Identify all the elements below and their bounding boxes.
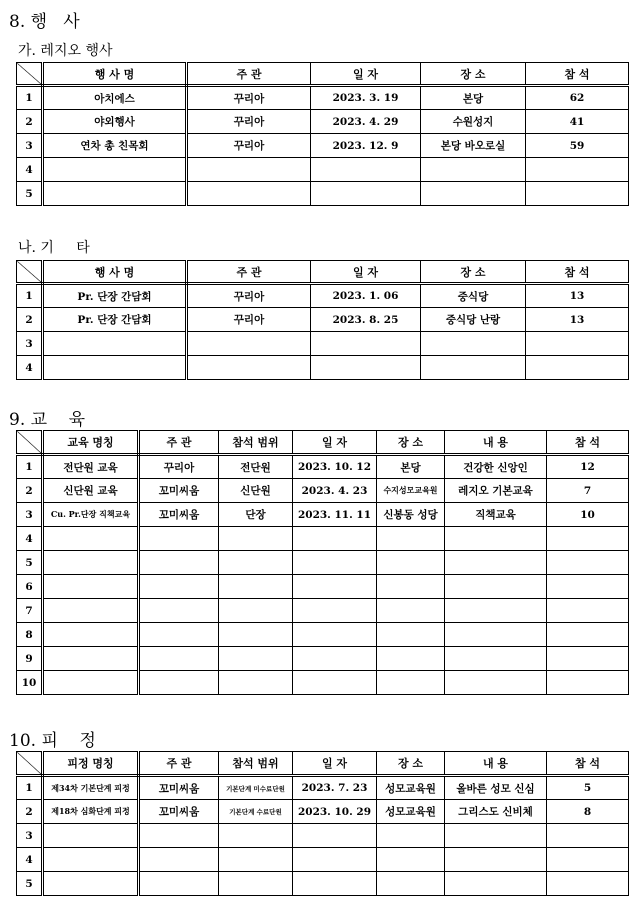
host — [139, 575, 219, 599]
table-row — [17, 332, 629, 356]
date — [293, 671, 377, 695]
content — [445, 623, 547, 647]
header-host: 주 관 — [139, 752, 219, 776]
attendance — [547, 599, 629, 623]
row-number: 7 — [17, 599, 43, 623]
host — [139, 551, 219, 575]
row-number: 1 — [17, 284, 43, 308]
retreat-name: 제18차 심화단계 피정 — [43, 800, 139, 824]
attendance — [547, 848, 629, 872]
content — [445, 599, 547, 623]
attendance — [526, 332, 629, 356]
table-row — [17, 284, 629, 308]
table-row — [17, 479, 629, 503]
header-scope: 참석 범위 — [219, 752, 293, 776]
scope: 신단원 — [219, 479, 293, 503]
attendance — [547, 647, 629, 671]
row-number: 5 — [17, 872, 43, 896]
row-number: 5 — [17, 182, 43, 206]
header-content: 내 용 — [445, 431, 547, 455]
table-row — [17, 551, 629, 575]
header-date: 일 자 — [311, 63, 421, 86]
table-row — [17, 776, 629, 800]
date: 2023. 12. 9 — [311, 134, 421, 158]
place — [377, 848, 445, 872]
place: 본당 — [377, 455, 445, 479]
attendance — [547, 872, 629, 896]
attendance: 41 — [526, 110, 629, 134]
row-number: 8 — [17, 623, 43, 647]
host — [139, 872, 219, 896]
host — [187, 158, 311, 182]
date — [293, 824, 377, 848]
scope — [219, 872, 293, 896]
header-place: 장 소 — [377, 431, 445, 455]
course-name — [43, 527, 139, 551]
attendance — [547, 551, 629, 575]
table-row — [17, 575, 629, 599]
header-place: 장 소 — [377, 752, 445, 776]
host: 꾸리아 — [187, 134, 311, 158]
date: 2023. 3. 19 — [311, 86, 421, 110]
date — [293, 527, 377, 551]
place — [421, 158, 526, 182]
table-row — [17, 623, 629, 647]
date: 2023. 4. 23 — [293, 479, 377, 503]
date — [293, 623, 377, 647]
host — [139, 599, 219, 623]
header-date: 일 자 — [293, 752, 377, 776]
content — [445, 848, 547, 872]
section-8b-title: 나. 기 타 — [18, 240, 90, 256]
table-row — [17, 800, 629, 824]
row-number: 4 — [17, 158, 43, 182]
scope — [219, 527, 293, 551]
row-number: 3 — [17, 824, 43, 848]
place — [421, 356, 526, 380]
content — [445, 671, 547, 695]
header-event-name: 행 사 명 — [43, 63, 187, 86]
table-row — [17, 872, 629, 896]
host: 꼬미씨움 — [139, 503, 219, 527]
row-number: 4 — [17, 848, 43, 872]
scope: 기본단계 수료단원 — [219, 800, 293, 824]
place — [377, 647, 445, 671]
place — [377, 527, 445, 551]
header-place: 장 소 — [421, 261, 526, 284]
header-course-name: 교육 명칭 — [43, 431, 139, 455]
attendance — [547, 527, 629, 551]
host — [139, 824, 219, 848]
legio-events-table — [16, 62, 629, 206]
row-number: 2 — [17, 800, 43, 824]
place — [377, 671, 445, 695]
host — [139, 623, 219, 647]
table-header-row — [17, 63, 629, 86]
row-number: 9 — [17, 647, 43, 671]
date — [293, 872, 377, 896]
host — [139, 671, 219, 695]
place: 본당 바오로실 — [421, 134, 526, 158]
header-diagonal-cell — [17, 261, 43, 284]
date — [293, 599, 377, 623]
table-row — [17, 671, 629, 695]
scope: 전단원 — [219, 455, 293, 479]
course-name — [43, 671, 139, 695]
table-header-row — [17, 752, 629, 776]
header-date: 일 자 — [311, 261, 421, 284]
event-name: Pr. 단장 간담회 — [43, 308, 187, 332]
row-number: 1 — [17, 455, 43, 479]
date — [293, 575, 377, 599]
host: 꾸리아 — [139, 455, 219, 479]
row-number: 2 — [17, 308, 43, 332]
table-header-row — [17, 261, 629, 284]
scope — [219, 551, 293, 575]
header-place: 장 소 — [421, 63, 526, 86]
place — [377, 599, 445, 623]
date: 2023. 4. 29 — [311, 110, 421, 134]
content — [445, 872, 547, 896]
row-number: 4 — [17, 356, 43, 380]
attendance: 59 — [526, 134, 629, 158]
scope — [219, 623, 293, 647]
table-row — [17, 110, 629, 134]
attendance — [547, 671, 629, 695]
row-number: 2 — [17, 479, 43, 503]
date: 2023. 11. 11 — [293, 503, 377, 527]
table-row — [17, 848, 629, 872]
scope: 단장 — [219, 503, 293, 527]
header-host: 주 관 — [139, 431, 219, 455]
course-name — [43, 551, 139, 575]
course-name — [43, 599, 139, 623]
host — [187, 182, 311, 206]
course-name: 전단원 교육 — [43, 455, 139, 479]
date: 2023. 1. 06 — [311, 284, 421, 308]
scope — [219, 647, 293, 671]
header-event-name: 행 사 명 — [43, 261, 187, 284]
event-name: 야외행사 — [43, 110, 187, 134]
header-retreat-name: 피정 명칭 — [43, 752, 139, 776]
host — [139, 848, 219, 872]
host — [139, 527, 219, 551]
header-diagonal-cell — [17, 63, 43, 86]
table-row — [17, 527, 629, 551]
attendance: 5 — [547, 776, 629, 800]
host: 꼬미씨움 — [139, 479, 219, 503]
attendance — [526, 182, 629, 206]
row-number: 6 — [17, 575, 43, 599]
table-row — [17, 158, 629, 182]
scope — [219, 671, 293, 695]
attendance: 13 — [526, 308, 629, 332]
place — [377, 551, 445, 575]
host: 꼬미씨움 — [139, 800, 219, 824]
host: 꾸리아 — [187, 284, 311, 308]
table-header-row — [17, 431, 629, 455]
place: 수지성모교육원 — [377, 479, 445, 503]
section-10-title: 10. 피 정 — [9, 731, 96, 751]
header-scope: 참석 범위 — [219, 431, 293, 455]
attendance — [547, 623, 629, 647]
place: 중식당 난랑 — [421, 308, 526, 332]
place — [377, 575, 445, 599]
date — [293, 647, 377, 671]
attendance: 7 — [547, 479, 629, 503]
date — [311, 332, 421, 356]
attendance: 12 — [547, 455, 629, 479]
scope — [219, 824, 293, 848]
table-row — [17, 455, 629, 479]
header-host: 주 관 — [187, 63, 311, 86]
section-9-title: 9. 교 육 — [9, 410, 86, 430]
scope — [219, 575, 293, 599]
course-name — [43, 623, 139, 647]
host: 꾸리아 — [187, 308, 311, 332]
header-attendance: 참 석 — [526, 63, 629, 86]
content: 건강한 신앙인 — [445, 455, 547, 479]
row-number: 3 — [17, 134, 43, 158]
row-number: 2 — [17, 110, 43, 134]
place — [421, 332, 526, 356]
attendance — [547, 575, 629, 599]
event-name — [43, 332, 187, 356]
course-name: 신단원 교육 — [43, 479, 139, 503]
other-events-table — [16, 260, 629, 380]
attendance — [547, 824, 629, 848]
row-number: 5 — [17, 551, 43, 575]
event-name — [43, 182, 187, 206]
content: 그리스도 신비체 — [445, 800, 547, 824]
place — [377, 824, 445, 848]
place — [421, 182, 526, 206]
host: 꾸리아 — [187, 110, 311, 134]
date — [311, 356, 421, 380]
course-name — [43, 575, 139, 599]
host — [187, 332, 311, 356]
attendance: 10 — [547, 503, 629, 527]
header-attendance: 참 석 — [547, 752, 629, 776]
event-name — [43, 158, 187, 182]
scope — [219, 599, 293, 623]
header-diagonal-cell — [17, 431, 43, 455]
header-diagonal-cell — [17, 752, 43, 776]
table-row — [17, 824, 629, 848]
table-row — [17, 356, 629, 380]
date: 2023. 10. 12 — [293, 455, 377, 479]
place: 본당 — [421, 86, 526, 110]
host: 꼬미씨움 — [139, 776, 219, 800]
section-8-title: 8. 행 사 — [9, 12, 80, 32]
attendance: 13 — [526, 284, 629, 308]
content — [445, 647, 547, 671]
event-name: Pr. 단장 간담회 — [43, 284, 187, 308]
table-row — [17, 308, 629, 332]
header-attendance: 참 석 — [547, 431, 629, 455]
row-number: 1 — [17, 86, 43, 110]
host: 꾸리아 — [187, 86, 311, 110]
table-row — [17, 647, 629, 671]
date: 2023. 10. 29 — [293, 800, 377, 824]
retreat-name — [43, 848, 139, 872]
table-row — [17, 86, 629, 110]
place — [377, 623, 445, 647]
header-content: 내 용 — [445, 752, 547, 776]
date — [311, 182, 421, 206]
scope: 기본단계 미수료단원 — [219, 776, 293, 800]
place: 중식당 — [421, 284, 526, 308]
date: 2023. 7. 23 — [293, 776, 377, 800]
table-row — [17, 599, 629, 623]
place: 수원성지 — [421, 110, 526, 134]
header-date: 일 자 — [293, 431, 377, 455]
retreat-name — [43, 824, 139, 848]
event-name: 아치에스 — [43, 86, 187, 110]
table-row — [17, 182, 629, 206]
retreat-name: 제34차 기본단계 피정 — [43, 776, 139, 800]
place: 신봉동 성당 — [377, 503, 445, 527]
event-name — [43, 356, 187, 380]
host — [139, 647, 219, 671]
date — [293, 848, 377, 872]
section-8a-title: 가. 레지오 행사 — [18, 43, 113, 59]
content: 올바른 성모 신심 — [445, 776, 547, 800]
scope — [219, 848, 293, 872]
place — [377, 872, 445, 896]
row-number: 1 — [17, 776, 43, 800]
place: 성모교육원 — [377, 800, 445, 824]
place: 성모교육원 — [377, 776, 445, 800]
course-name: Cu. Pr.단장 직책교육 — [43, 503, 139, 527]
header-host: 주 관 — [187, 261, 311, 284]
row-number: 4 — [17, 527, 43, 551]
content: 직책교육 — [445, 503, 547, 527]
content: 레지오 기본교육 — [445, 479, 547, 503]
attendance: 62 — [526, 86, 629, 110]
education-table — [16, 430, 629, 695]
content — [445, 527, 547, 551]
row-number: 3 — [17, 503, 43, 527]
host — [187, 356, 311, 380]
content — [445, 824, 547, 848]
attendance: 8 — [547, 800, 629, 824]
table-row — [17, 503, 629, 527]
attendance — [526, 158, 629, 182]
course-name — [43, 647, 139, 671]
retreat-name — [43, 872, 139, 896]
row-number: 10 — [17, 671, 43, 695]
table-row — [17, 134, 629, 158]
date: 2023. 8. 25 — [311, 308, 421, 332]
retreat-table — [16, 751, 629, 896]
event-name: 연차 총 친목회 — [43, 134, 187, 158]
header-attendance: 참 석 — [526, 261, 629, 284]
attendance — [526, 356, 629, 380]
content — [445, 575, 547, 599]
date — [311, 158, 421, 182]
content — [445, 551, 547, 575]
row-number: 3 — [17, 332, 43, 356]
date — [293, 551, 377, 575]
